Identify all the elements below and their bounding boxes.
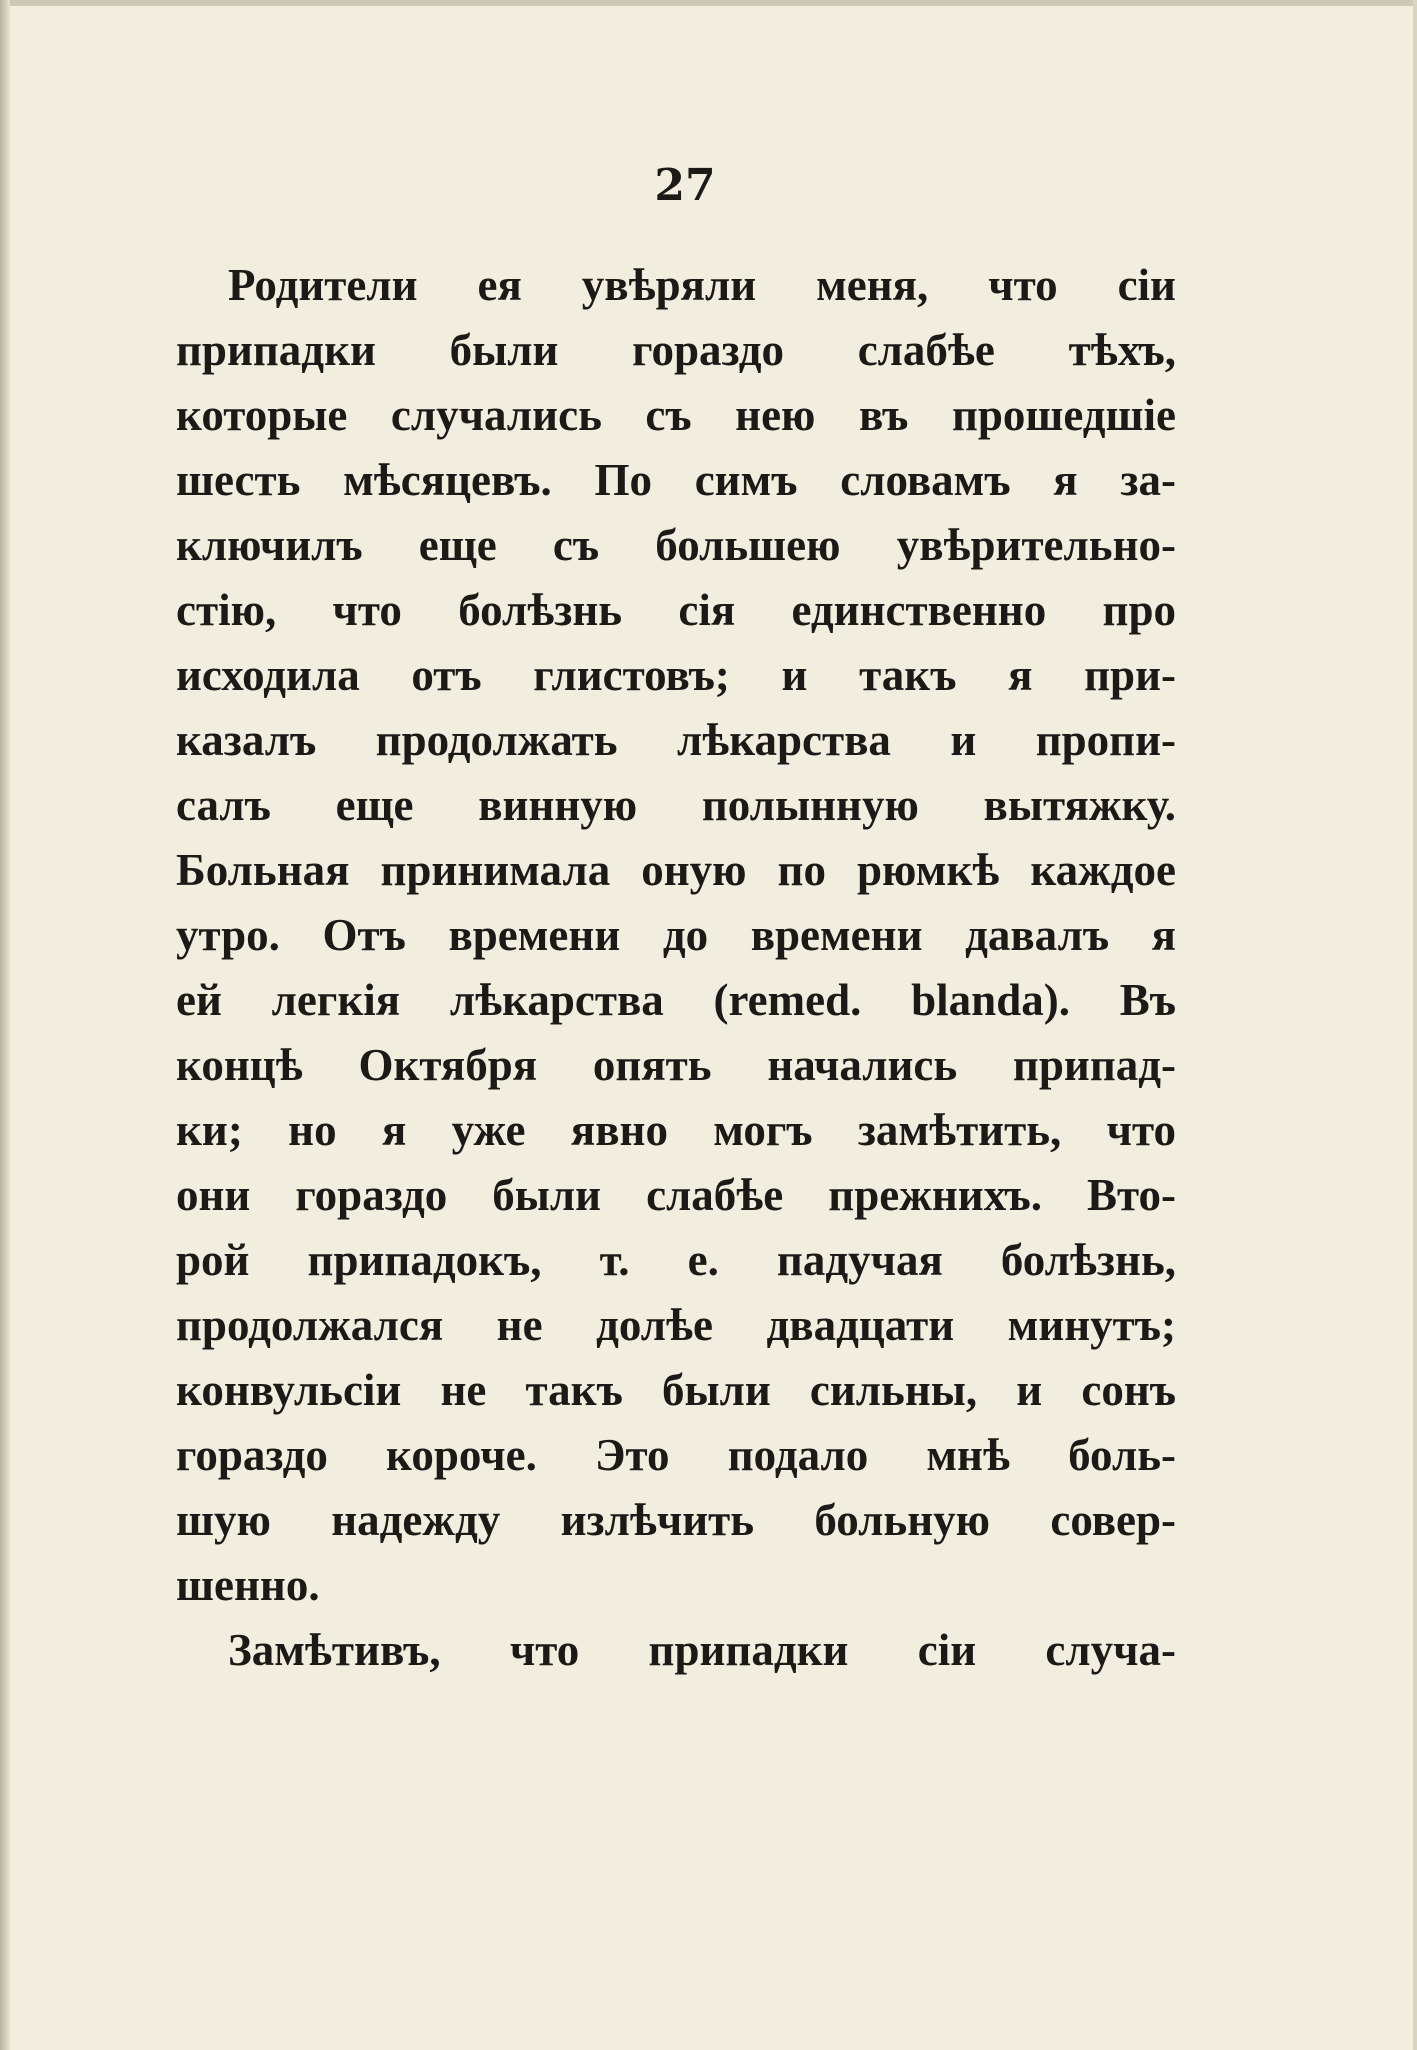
paragraph-1 — [176, 253, 1176, 1618]
text-line: гораздо короче. Это подало мнѣ боль- — [176, 1430, 1176, 1480]
text-line: концѣ Октября опять начались припад- — [176, 1040, 1176, 1090]
text-line: рой припадокъ, т. е. падучая болѣзнь, — [176, 1235, 1176, 1285]
text-line: утро. Отъ времени до времени давалъ я — [176, 910, 1176, 960]
text-line: шую надежду излѣчить больную совер- — [176, 1495, 1176, 1545]
text-line: припадки были гораздо слабѣе тѣхъ, — [176, 325, 1176, 375]
text-line: стію, что болѣзнь сія единственно про — [176, 585, 1176, 635]
text-line: ключилъ еще съ большею увѣрительно- — [176, 520, 1176, 570]
text-line: которые случались съ нею въ прошедшіе — [176, 390, 1176, 440]
text-line: конвульсіи не такъ были сильны, и сонъ — [176, 1365, 1176, 1415]
text-line: исходила отъ глистовъ; и такъ я при- — [176, 650, 1176, 700]
text-line: Замѣтивъ, что припадки сіи случа- — [228, 1625, 1176, 1675]
text-line: Родители ея увѣряли меня, что сіи — [228, 260, 1176, 310]
paragraph-2 — [176, 1618, 1176, 1683]
text-line: Больная принимала оную по рюмкѣ каждое — [176, 845, 1176, 895]
text-line: ки; но я уже явно могъ замѣтить, что — [176, 1105, 1176, 1155]
text-line: продолжался не долѣе двадцати минутъ; — [176, 1300, 1176, 1350]
text-line: салъ еще винную полынную вытяжку. — [176, 780, 1176, 830]
text-line: ей легкія лѣкарства (remed. blanda). Въ — [176, 975, 1176, 1025]
text-line: они гораздо были слабѣе прежнихъ. Вто- — [176, 1170, 1176, 1220]
body-text — [176, 253, 1176, 1683]
text-line: шесть мѣсяцевъ. По симъ словамъ я за- — [176, 455, 1176, 505]
page-number: 27 — [654, 160, 716, 211]
text-line: казалъ продолжать лѣкарства и пропи- — [176, 715, 1176, 765]
text-line: шенно. — [176, 1560, 320, 1610]
